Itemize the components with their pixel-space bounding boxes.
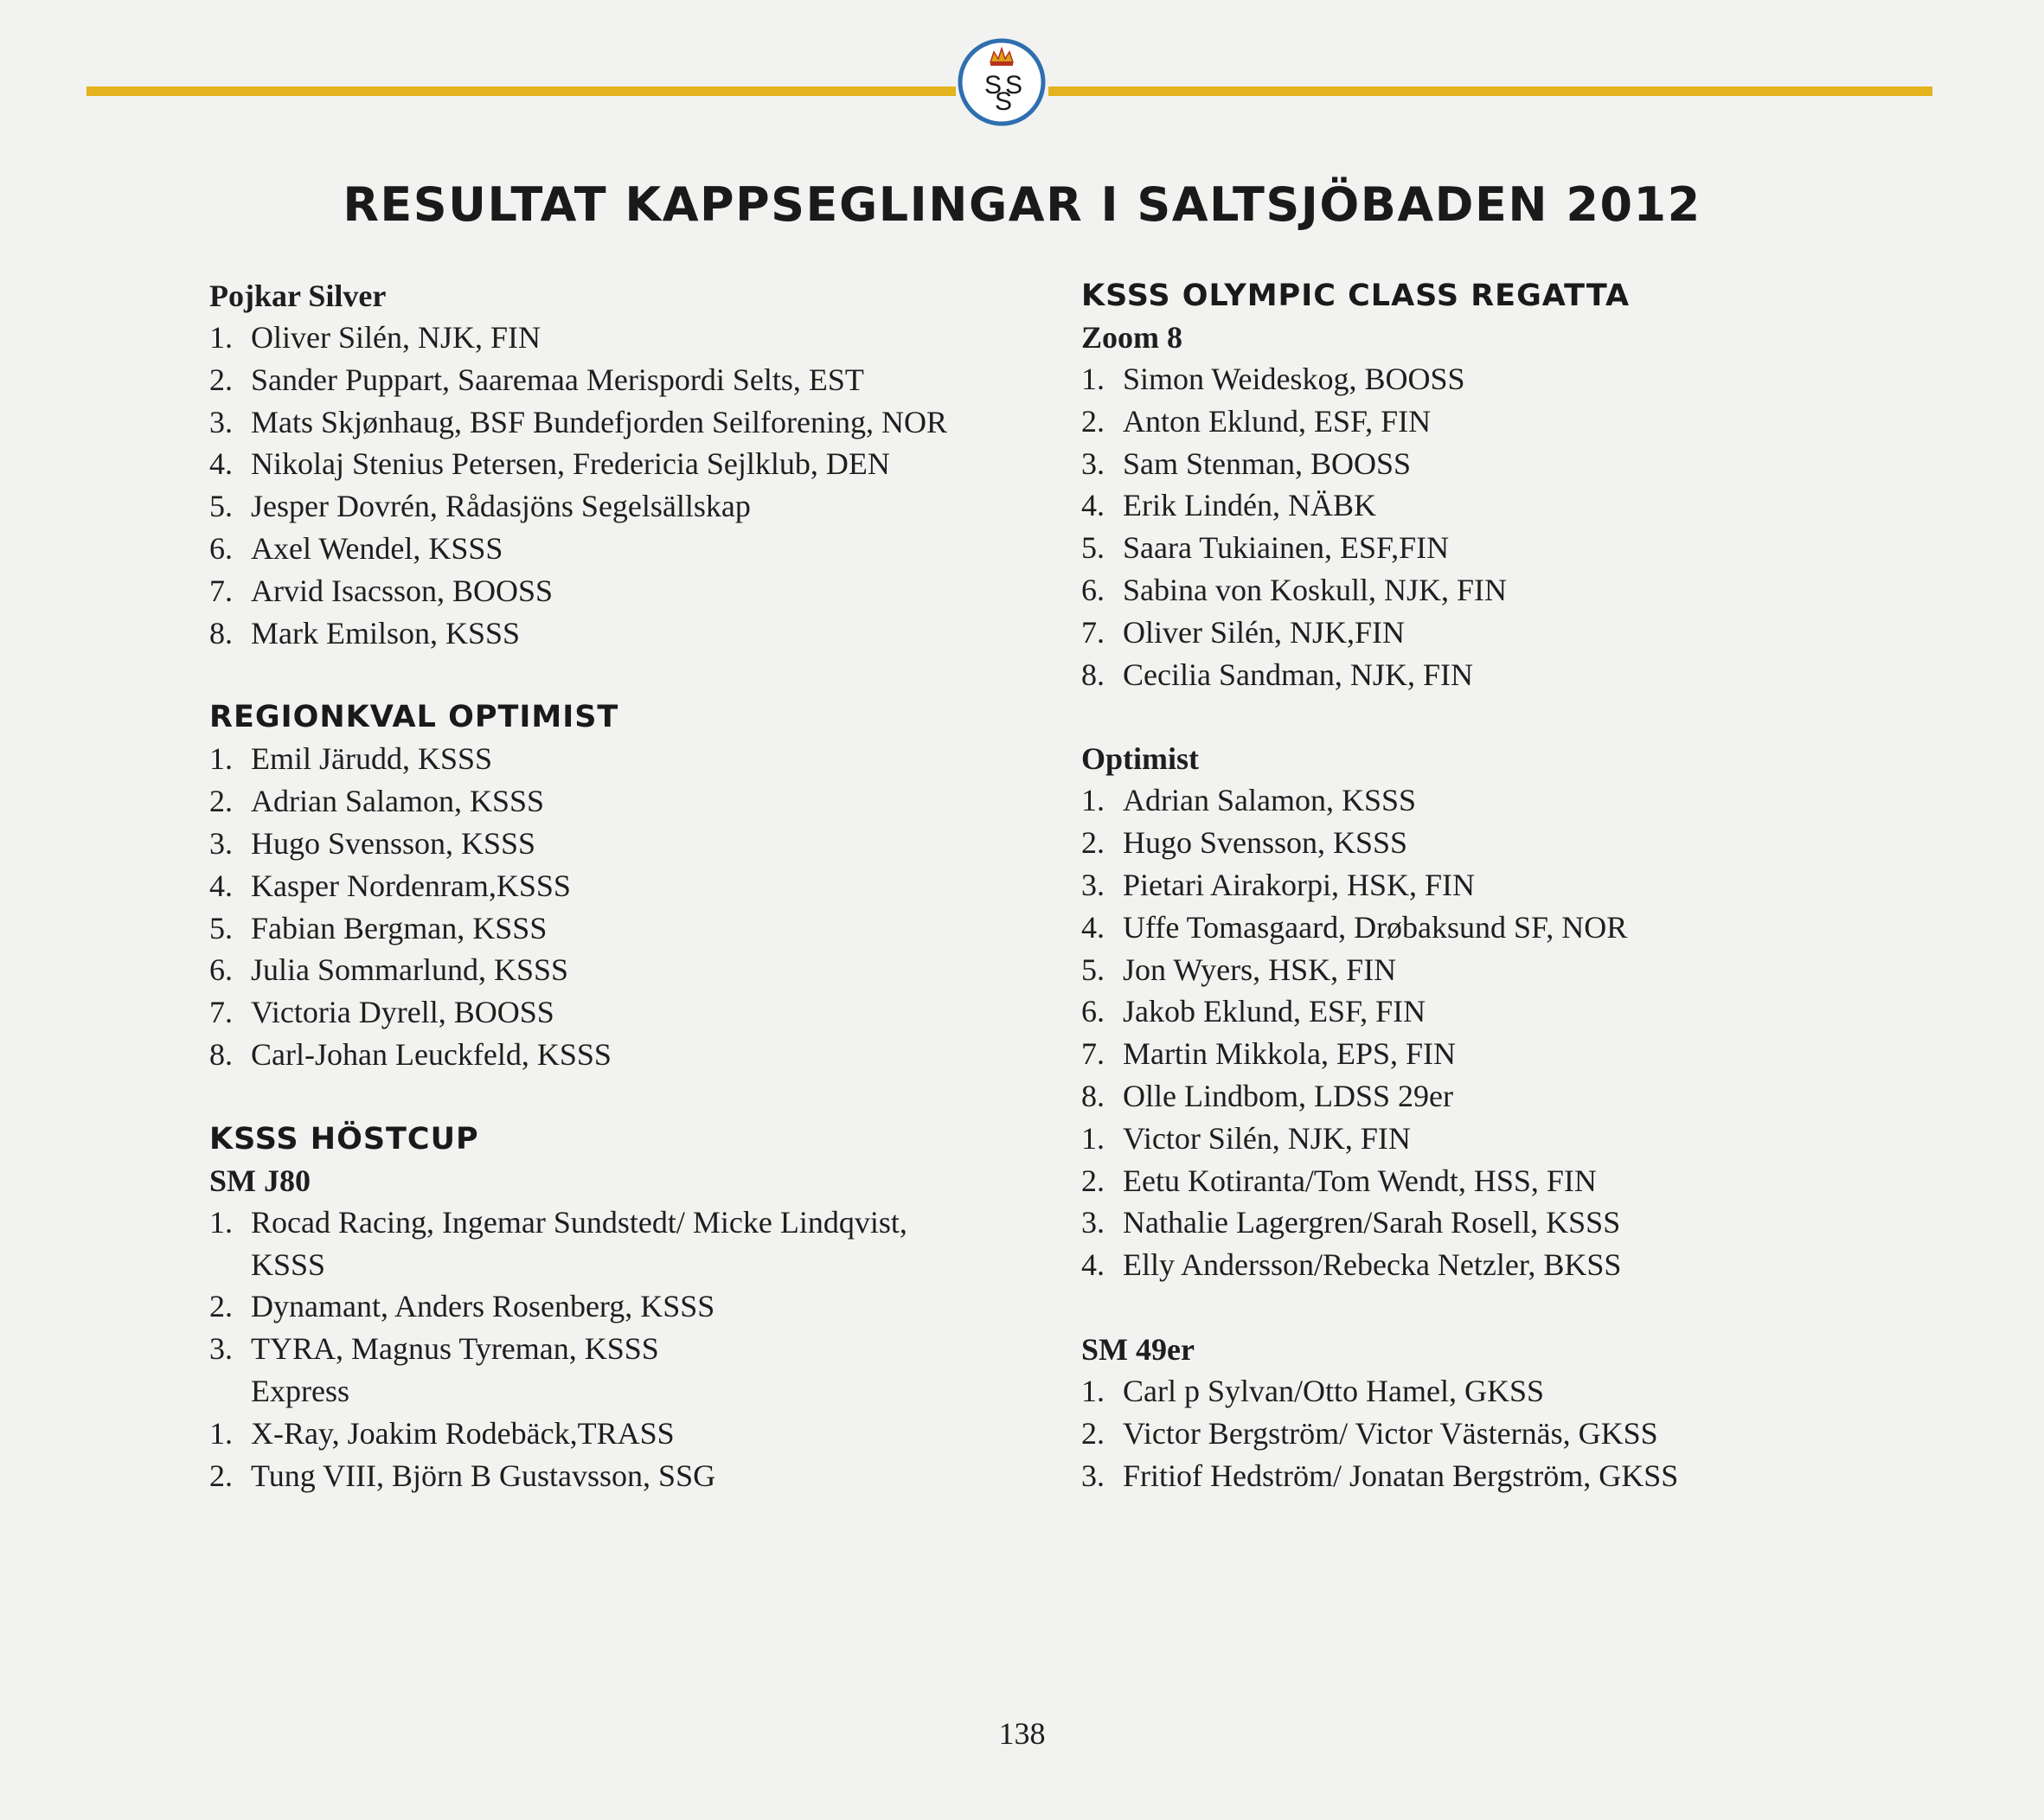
- rank: 4.: [209, 446, 233, 482]
- rank: 2.: [209, 362, 233, 397]
- list-item: [1081, 1160, 1860, 1202]
- rank: 5.: [209, 489, 233, 524]
- rank: 4.: [1081, 1247, 1105, 1283]
- result-text: Fritiof Hedström/ Jonatan Bergström, GKSS: [1123, 1458, 1679, 1493]
- rank: 7.: [1081, 1036, 1105, 1072]
- result-text: Simon Weideskog, BOOSS: [1123, 362, 1465, 396]
- result-text: Jakob Eklund, ESF, FIN: [1123, 994, 1426, 1029]
- list-item: [1081, 569, 1860, 612]
- list-item: [209, 865, 962, 907]
- rank: 2.: [1081, 1163, 1105, 1198]
- svg-text:S: S: [995, 87, 1013, 116]
- rank: 2.: [1081, 1415, 1105, 1451]
- rank: 1.: [209, 1415, 233, 1451]
- list-item: [1081, 612, 1860, 654]
- rank: 3.: [209, 1331, 233, 1367]
- result-text: Victoria Dyrell, BOOSS: [251, 995, 554, 1030]
- list-item: [209, 1202, 962, 1286]
- rank: 1.: [1081, 1120, 1105, 1156]
- result-text: Mats Skjønhaug, BSF Bundefjorden Seilforening, NOR: [251, 404, 947, 439]
- list-item: [209, 359, 962, 401]
- list-item: [1081, 1370, 1860, 1413]
- results-list: [209, 738, 962, 1075]
- rank: 2.: [209, 1458, 233, 1493]
- section-subheading: Pojkar Silver: [209, 279, 387, 313]
- result-text: Uffe Tomasgaard, Drøbaksund SF, NOR: [1123, 909, 1628, 945]
- list-item: [1081, 779, 1860, 822]
- rank: 8.: [209, 1036, 233, 1072]
- rank: 3.: [1081, 445, 1105, 481]
- rank: 3.: [209, 825, 233, 861]
- header-rule-left: [87, 87, 956, 96]
- section-heading: KSSS HÖSTCUP: [209, 1121, 479, 1157]
- result-text: Mark Emilson, KSSS: [251, 615, 521, 650]
- list-item: [1081, 401, 1860, 443]
- list-item: [209, 949, 962, 991]
- result-text: Kasper Nordenram,KSSS: [251, 868, 571, 903]
- rank: 6.: [1081, 994, 1105, 1029]
- rank: 2.: [209, 1289, 233, 1324]
- rank: 5.: [1081, 952, 1105, 987]
- result-text: Adrian Salamon, KSSS: [1123, 783, 1417, 818]
- rank: 3.: [1081, 1205, 1105, 1240]
- rank: 1.: [1081, 1373, 1105, 1408]
- result-text: Anton Eklund, ESF, FIN: [1123, 403, 1432, 439]
- svg-text:S: S: [984, 71, 1003, 99]
- result-text: Arvid Isacsson, BOOSS: [251, 573, 554, 608]
- results-list: [1081, 779, 1860, 1286]
- rank: 8.: [1081, 1078, 1105, 1113]
- result-text: Cecilia Sandman, NJK, FIN: [1123, 657, 1473, 692]
- left-column: [209, 275, 962, 1496]
- section-subheading: Zoom 8: [1081, 320, 1182, 355]
- rank: 8.: [1081, 657, 1105, 692]
- list-item: [1081, 990, 1860, 1033]
- result-text: Olle Lindbom, LDSS 29er: [1123, 1078, 1453, 1113]
- result-text: X-Ray, Joakim Rodebäck,TRASS: [251, 1415, 675, 1451]
- result-text: Oliver Silén, NJK,FIN: [1123, 614, 1405, 650]
- section-heading: REGIONKVAL OPTIMIST: [209, 700, 619, 735]
- section-subheading: SM 49er: [1081, 1331, 1195, 1367]
- list-item: [209, 612, 962, 655]
- list-item: [1081, 864, 1860, 907]
- list-item: [209, 1285, 962, 1328]
- rank: 4.: [209, 868, 233, 903]
- list-item: [209, 317, 962, 359]
- result-text: Julia Sommarlund, KSSS: [251, 952, 569, 988]
- list-item: [1081, 1413, 1860, 1455]
- rank: 5.: [209, 910, 233, 945]
- list-item: [1081, 358, 1860, 401]
- list-item: [1081, 443, 1860, 485]
- result-text: Fabian Bergman, KSSS: [251, 910, 548, 945]
- rank: 8.: [209, 615, 233, 650]
- result-text: Adrian Salamon, KSSS: [251, 784, 545, 819]
- list-item: [1081, 1118, 1860, 1160]
- class-label: Express: [251, 1373, 349, 1408]
- list-item: [1081, 1244, 1860, 1286]
- section-ksss-hostcup: [209, 1118, 962, 1497]
- rank: 5.: [1081, 530, 1105, 566]
- rank: 7.: [209, 573, 233, 608]
- rank: 3.: [1081, 1458, 1105, 1493]
- header-rule-right: [1048, 87, 1932, 96]
- result-text: Dynamant, Anders Rosenberg, KSSS: [251, 1289, 715, 1324]
- list-item: [1081, 1455, 1860, 1497]
- rank: 1.: [209, 1204, 233, 1240]
- list-item: [209, 570, 962, 612]
- list-item: [1081, 907, 1860, 949]
- result-text: Sabina von Koskull, NJK, FIN: [1123, 572, 1508, 607]
- result-text: Tung VIII, Björn B Gustavsson, SSG: [251, 1458, 716, 1493]
- result-text: Elly Andersson/Rebecka Netzler, BKSS: [1123, 1247, 1622, 1283]
- result-text: Oliver Silén, NJK, FIN: [251, 320, 541, 355]
- result-text: Carl-Johan Leuckfeld, KSSS: [251, 1036, 612, 1072]
- result-text: Axel Wendel, KSSS: [251, 530, 503, 566]
- result-text: Saara Tukiainen, ESF,FIN: [1123, 530, 1450, 566]
- result-text: Carl p Sylvan/Otto Hamel, GKSS: [1123, 1373, 1544, 1408]
- rank: 2.: [1081, 825, 1105, 861]
- rank: 4.: [1081, 909, 1105, 945]
- result-text: Jon Wyers, HSK, FIN: [1123, 952, 1397, 987]
- list-item: [209, 738, 962, 780]
- club-emblem-logo: [956, 36, 1048, 128]
- result-text: Rocad Racing, Ingemar Sundstedt/ Micke Lindqvist, KSSS: [251, 1204, 907, 1282]
- results-list: [1081, 1370, 1860, 1496]
- list-item: [1081, 1075, 1860, 1118]
- list-item: [209, 1034, 962, 1076]
- list-item: [209, 780, 962, 823]
- list-item: [209, 401, 962, 444]
- result-text: Emil Järudd, KSSS: [251, 741, 493, 777]
- result-text: Erik Lindén, NÄBK: [1123, 488, 1376, 523]
- svg-text:S: S: [1005, 71, 1023, 99]
- rank: 7.: [209, 995, 233, 1030]
- result-text: Sander Puppart, Saaremaa Merispordi Selts, EST: [251, 362, 864, 397]
- section-subheading: SM J80: [209, 1163, 311, 1198]
- list-item: [209, 823, 962, 865]
- rank: 4.: [1081, 488, 1105, 523]
- rank: 1.: [1081, 362, 1105, 396]
- list-item: [209, 443, 962, 485]
- result-text: Victor Silén, NJK, FIN: [1123, 1120, 1411, 1156]
- result-text: Nikolaj Stenius Petersen, Fredericia Sejlklub, DEN: [251, 446, 890, 482]
- right-column: [1081, 275, 1860, 1496]
- rank: 2.: [209, 784, 233, 819]
- results-list: [209, 317, 962, 654]
- page-title: RESULTAT KAPPSEGLINGAR I SALTSJÖBADEN 2012: [343, 177, 1701, 232]
- list-item: [209, 1413, 962, 1455]
- section-optimist: [1081, 738, 1860, 1286]
- section-regionkval-optimist: [209, 696, 962, 1075]
- list-item: [1081, 1033, 1860, 1075]
- result-text: Victor Bergström/ Victor Västernäs, GKSS: [1123, 1415, 1658, 1451]
- result-text: Martin Mikkola, EPS, FIN: [1123, 1036, 1457, 1072]
- list-item: [1081, 1202, 1860, 1244]
- list-item: [1081, 949, 1860, 991]
- list-item: [1081, 654, 1860, 696]
- result-text: Nathalie Lagergren/Sarah Rosell, KSSS: [1123, 1205, 1621, 1240]
- rank: 6.: [209, 530, 233, 566]
- list-item: [209, 907, 962, 950]
- result-text: Jesper Dovrén, Rådasjöns Segelsällskap: [251, 489, 751, 524]
- list-item: [209, 1328, 962, 1370]
- result-text: Hugo Svensson, KSSS: [1123, 825, 1408, 861]
- rank: 3.: [209, 404, 233, 439]
- rank: 2.: [1081, 403, 1105, 439]
- list-item: [209, 528, 962, 570]
- rank: 7.: [1081, 614, 1105, 650]
- result-text: Pietari Airakorpi, HSK, FIN: [1123, 867, 1475, 902]
- rank: 6.: [1081, 572, 1105, 607]
- results-list: [209, 1413, 962, 1497]
- list-item: [1081, 484, 1860, 527]
- list-item: [1081, 822, 1860, 864]
- result-text: Eetu Kotiranta/Tom Wendt, HSS, FIN: [1123, 1163, 1597, 1198]
- section-sm-49er: [1081, 1329, 1860, 1496]
- section-pojkar-silver: [209, 275, 962, 654]
- result-text: Hugo Svensson, KSSS: [251, 825, 536, 861]
- list-item: [209, 1455, 962, 1497]
- result-text: Sam Stenman, BOOSS: [1123, 445, 1412, 481]
- list-item: [209, 991, 962, 1034]
- results-list: [209, 1202, 962, 1370]
- rank: 1.: [209, 320, 233, 355]
- page-number: 138: [998, 1716, 1046, 1751]
- results-list: [1081, 358, 1860, 695]
- section-olympic-class-regatta: [1081, 275, 1860, 695]
- section-subheading: Optimist: [1081, 741, 1200, 777]
- result-text: TYRA, Magnus Tyreman, KSSS: [251, 1331, 659, 1367]
- list-item: [209, 485, 962, 528]
- rank: 1.: [209, 741, 233, 777]
- list-item: [1081, 527, 1860, 569]
- rank: 3.: [1081, 867, 1105, 902]
- rank: 6.: [209, 952, 233, 988]
- section-heading: KSSS OLYMPIC CLASS REGATTA: [1081, 279, 1631, 313]
- rank: 1.: [1081, 783, 1105, 818]
